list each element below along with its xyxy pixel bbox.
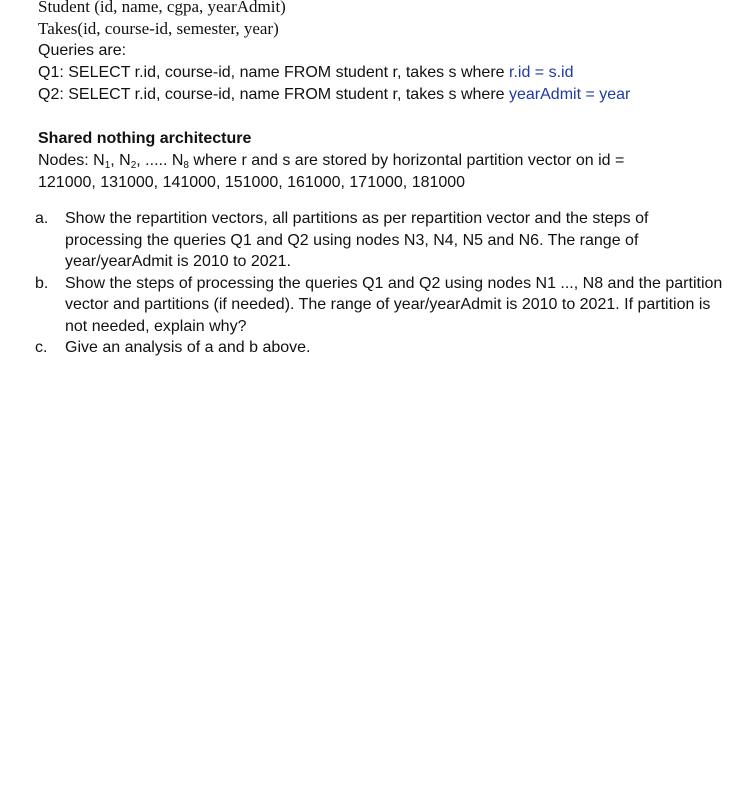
query-q2-condition: yearAdmit = year (509, 86, 631, 103)
partition-vector: 121000, 131000, 141000, 151000, 161000, 171000, 181000 (38, 174, 466, 191)
node-2-subscript: 2 (130, 160, 137, 171)
list-item (35, 273, 728, 338)
section-title: Shared nothing architecture (38, 130, 252, 147)
list-marker: a. (35, 210, 49, 227)
list-item (35, 208, 728, 273)
query-q2 (38, 84, 728, 106)
student-schema: Student (id, name, cgpa, yearAdmit) (38, 0, 286, 16)
task-text: Give an analysis of a and b above. (65, 339, 311, 356)
node-1-subscript: 1 (104, 160, 111, 171)
node-8-subscript: 8 (183, 160, 189, 171)
query-q1 (38, 62, 728, 84)
nodes-separator-1: , N (110, 152, 131, 169)
query-q1-condition: r.id = s.id (509, 64, 574, 81)
nodes-separator-2: , ..... N (136, 152, 184, 169)
query-q2-text: Q2: SELECT r.id, course-id, name FROM student r, takes s where (38, 86, 509, 103)
task-text: Show the repartition vectors, all partitions as per repartition vector and the steps of processing the queries Q1 and Q2 using nodes N3, N4, N5 and N6. The range of year/yearAdmit is 2010 to 2021. (65, 210, 649, 270)
nodes-description (38, 150, 728, 194)
nodes-rest: where r and s are stored by horizontal partition vector on id = (188, 152, 625, 169)
query-q1-text: Q1: SELECT r.id, course-id, name FROM student r, takes s where (38, 64, 509, 81)
nodes-label: Nodes: N (38, 152, 105, 169)
document-page (35, 0, 728, 359)
takes-schema: Takes(id, course-id, semester, year) (38, 19, 279, 38)
spacer (38, 106, 728, 128)
task-list (35, 208, 728, 359)
queries-heading: Queries are: (38, 42, 127, 59)
list-item (35, 337, 728, 359)
list-marker: c. (35, 339, 48, 356)
task-text: Show the steps of processing the queries Q1 and Q2 using nodes N1 ..., N8 and the partition vector and partitions (if needed). The range of year/yearAdmit is 2010 to 2021. If partition is not needed, explain why? (65, 274, 723, 335)
list-marker: b. (35, 274, 49, 292)
